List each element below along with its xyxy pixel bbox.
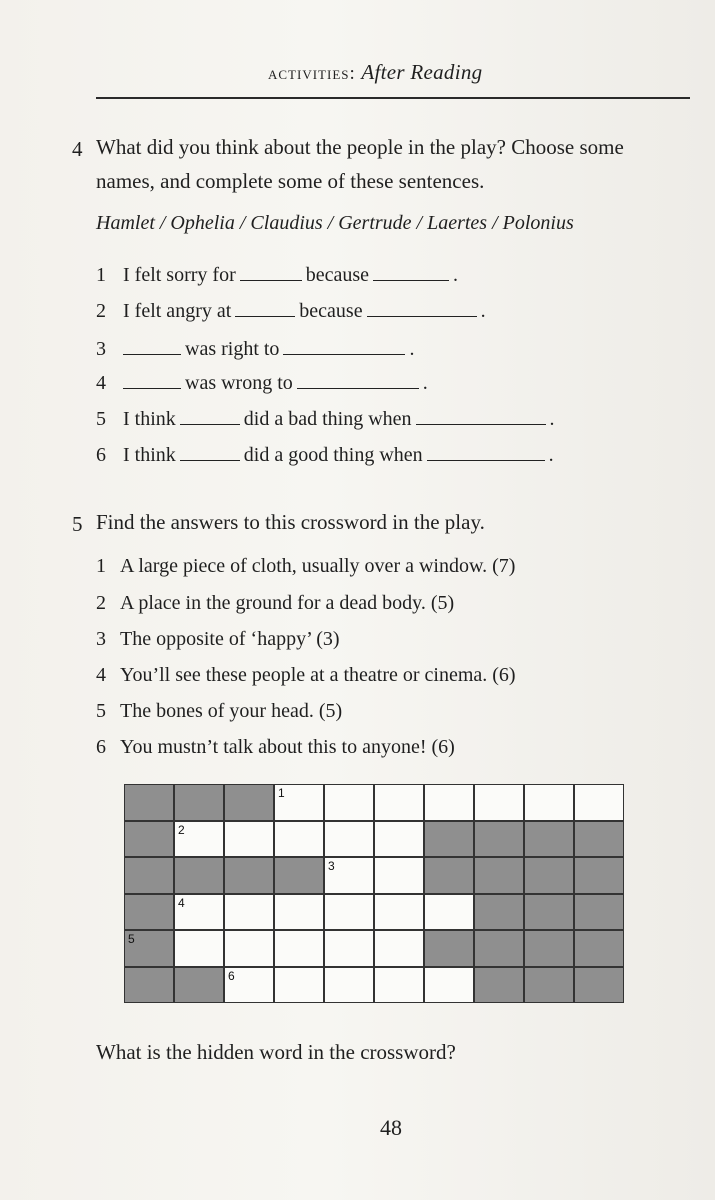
clue-3 [96,628,340,651]
crossword-shaded-cell [574,857,624,894]
clue-4 [96,664,516,687]
sentence-number: 2 [96,300,106,322]
crossword-shaded-cell [574,967,624,1004]
answer-blank[interactable] [180,444,240,461]
crossword-shaded-cell [474,894,524,931]
answer-blank[interactable] [367,300,477,317]
sentence-text: because [299,300,363,322]
crossword-cell[interactable] [274,930,324,967]
question-5-text: Find the answers to this crossword in the play. [96,510,485,534]
answer-blank[interactable] [373,264,449,281]
sentence-number: 4 [96,372,106,394]
crossword-cell[interactable] [374,894,424,931]
crossword-cell[interactable] [374,930,424,967]
crossword-shaded-cell [524,821,574,858]
answer-blank[interactable] [235,300,295,317]
answer-blank[interactable] [297,372,419,389]
sentence-3 [96,338,414,361]
sentence-5 [96,408,555,431]
clue-number: 6 [96,736,106,758]
crossword-cell[interactable] [424,894,474,931]
crossword-shaded-cell [474,967,524,1004]
hidden-word-question: What is the hidden word in the crossword? [96,1040,456,1064]
crossword-shaded-cell [174,784,224,821]
sentence-number: 3 [96,338,106,360]
sentence-number: 6 [96,444,106,466]
question-4-text: What did you think about the people in the play? Choose some names, and complete some of these sentences. [96,135,624,193]
sentence-number: 1 [96,264,106,286]
crossword-clue-number: 1 [278,786,285,800]
crossword-shaded-cell [424,857,474,894]
crossword-shaded-cell [424,821,474,858]
crossword-cell[interactable] [224,821,274,858]
crossword-cell[interactable] [324,821,374,858]
answer-blank[interactable] [427,444,545,461]
crossword-shaded-cell [424,930,474,967]
sentence-punct: . [549,408,555,430]
sentence-punct: . [422,372,428,394]
clue-number: 2 [96,592,106,614]
crossword-shaded-cell [524,930,574,967]
clue-number: 1 [96,555,106,577]
sentence-text: did a good thing when [243,444,423,466]
crossword-shaded-cell [574,894,624,931]
crossword-clue-number: 3 [328,859,335,873]
clue-2 [96,592,454,615]
crossword-cell[interactable] [374,967,424,1004]
crossword-cell[interactable] [274,894,324,931]
sentence-punct: . [480,300,486,322]
crossword-cell[interactable] [174,930,224,967]
crossword-cell[interactable] [574,784,624,821]
crossword-cell[interactable] [324,894,374,931]
crossword-cell[interactable] [324,967,374,1004]
running-head-title: After Reading [361,60,483,84]
header-rule [96,97,690,99]
crossword-cell[interactable] [224,894,274,931]
crossword-cell[interactable] [274,821,324,858]
clue-text: The opposite of ‘happy’ (3) [120,628,340,650]
crossword-cell[interactable] [224,967,274,1004]
crossword-shaded-cell [224,857,274,894]
crossword-cell[interactable] [324,784,374,821]
crossword-shaded-cell [124,930,174,967]
crossword-clue-number: 6 [228,968,235,983]
sentence-number: 5 [96,408,106,430]
running-head [268,60,482,85]
crossword-cell[interactable] [374,784,424,821]
clue-text: A place in the ground for a dead body. (5) [120,592,455,614]
crossword-clue-number: 5 [128,932,135,946]
sentence-text: because [305,264,370,286]
crossword-shaded-cell [274,857,324,894]
sentence-punct: . [409,338,415,360]
crossword-cell[interactable] [524,784,574,821]
crossword-cell[interactable] [224,930,274,967]
sentence-text: did a bad thing when [243,408,412,430]
crossword-shaded-cell [224,784,274,821]
sentence-text: I felt angry at [123,300,232,322]
crossword-clue-number: 4 [178,895,185,910]
sentence-punct: . [453,264,459,286]
clue-text: You mustn’t talk about this to anyone! (6) [120,736,455,758]
running-head-section: activities: [268,63,356,84]
question-4-number: 4 [72,137,83,161]
clue-text: The bones of your head. (5) [120,700,343,722]
clue-text: You’ll see these people at a theatre or cinema. (6) [120,664,516,686]
sentence-text: I felt sorry for [123,264,236,286]
sentence-punct: . [548,444,554,466]
sentence-text: I think [123,444,176,466]
answer-blank[interactable] [123,372,181,389]
crossword-shaded-cell [524,857,574,894]
sentence-4 [96,372,428,395]
page-number: 48 [380,1115,402,1140]
sentence-text: was wrong to [185,372,293,394]
sentence-1 [96,264,458,287]
crossword-cell[interactable] [274,967,324,1004]
clue-5 [96,700,342,723]
answer-blank[interactable] [240,264,302,281]
clue-1 [96,555,515,578]
clue-6 [96,736,455,759]
question-5-number: 5 [72,512,83,536]
answer-blank[interactable] [123,338,181,355]
crossword-cell[interactable] [274,784,324,821]
crossword-shaded-cell [474,821,524,858]
crossword-shaded-cell [124,857,174,894]
clue-number: 5 [96,700,106,722]
sentence-2 [96,300,486,323]
clue-number: 3 [96,628,106,650]
crossword-shaded-cell [524,967,574,1004]
crossword-shaded-cell [124,967,174,1004]
sentence-text: I think [123,408,176,430]
crossword-shaded-cell [124,821,174,858]
character-names: Hamlet / Ophelia / Claudius / Gertrude / Laertes / Polonius [96,212,574,234]
clue-number: 4 [96,664,106,686]
crossword-cell[interactable] [324,857,374,894]
sentence-6 [96,444,554,467]
crossword-shaded-cell [174,967,224,1004]
crossword-cell[interactable] [474,784,524,821]
answer-blank[interactable] [283,338,405,355]
crossword-shaded-cell [474,857,524,894]
crossword-clue-number: 2 [178,822,185,837]
crossword-shaded-cell [124,894,174,931]
crossword-shaded-cell [574,930,624,967]
clue-text: A large piece of cloth, usually over a window. (7) [120,555,516,577]
crossword-cell[interactable] [174,894,224,931]
crossword-cell[interactable] [424,784,474,821]
crossword-cell[interactable] [374,821,424,858]
sentence-text: was right to [185,338,280,360]
crossword-shaded-cell [574,821,624,858]
crossword-cell[interactable] [374,857,424,894]
crossword-cell[interactable] [424,967,474,1004]
answer-blank[interactable] [416,408,546,425]
crossword-shaded-cell [524,894,574,931]
crossword-shaded-cell [474,930,524,967]
crossword-shaded-cell [124,784,174,821]
crossword-shaded-cell [174,857,224,894]
crossword-cell[interactable] [324,930,374,967]
answer-blank[interactable] [180,408,240,425]
crossword-cell[interactable] [174,821,224,858]
